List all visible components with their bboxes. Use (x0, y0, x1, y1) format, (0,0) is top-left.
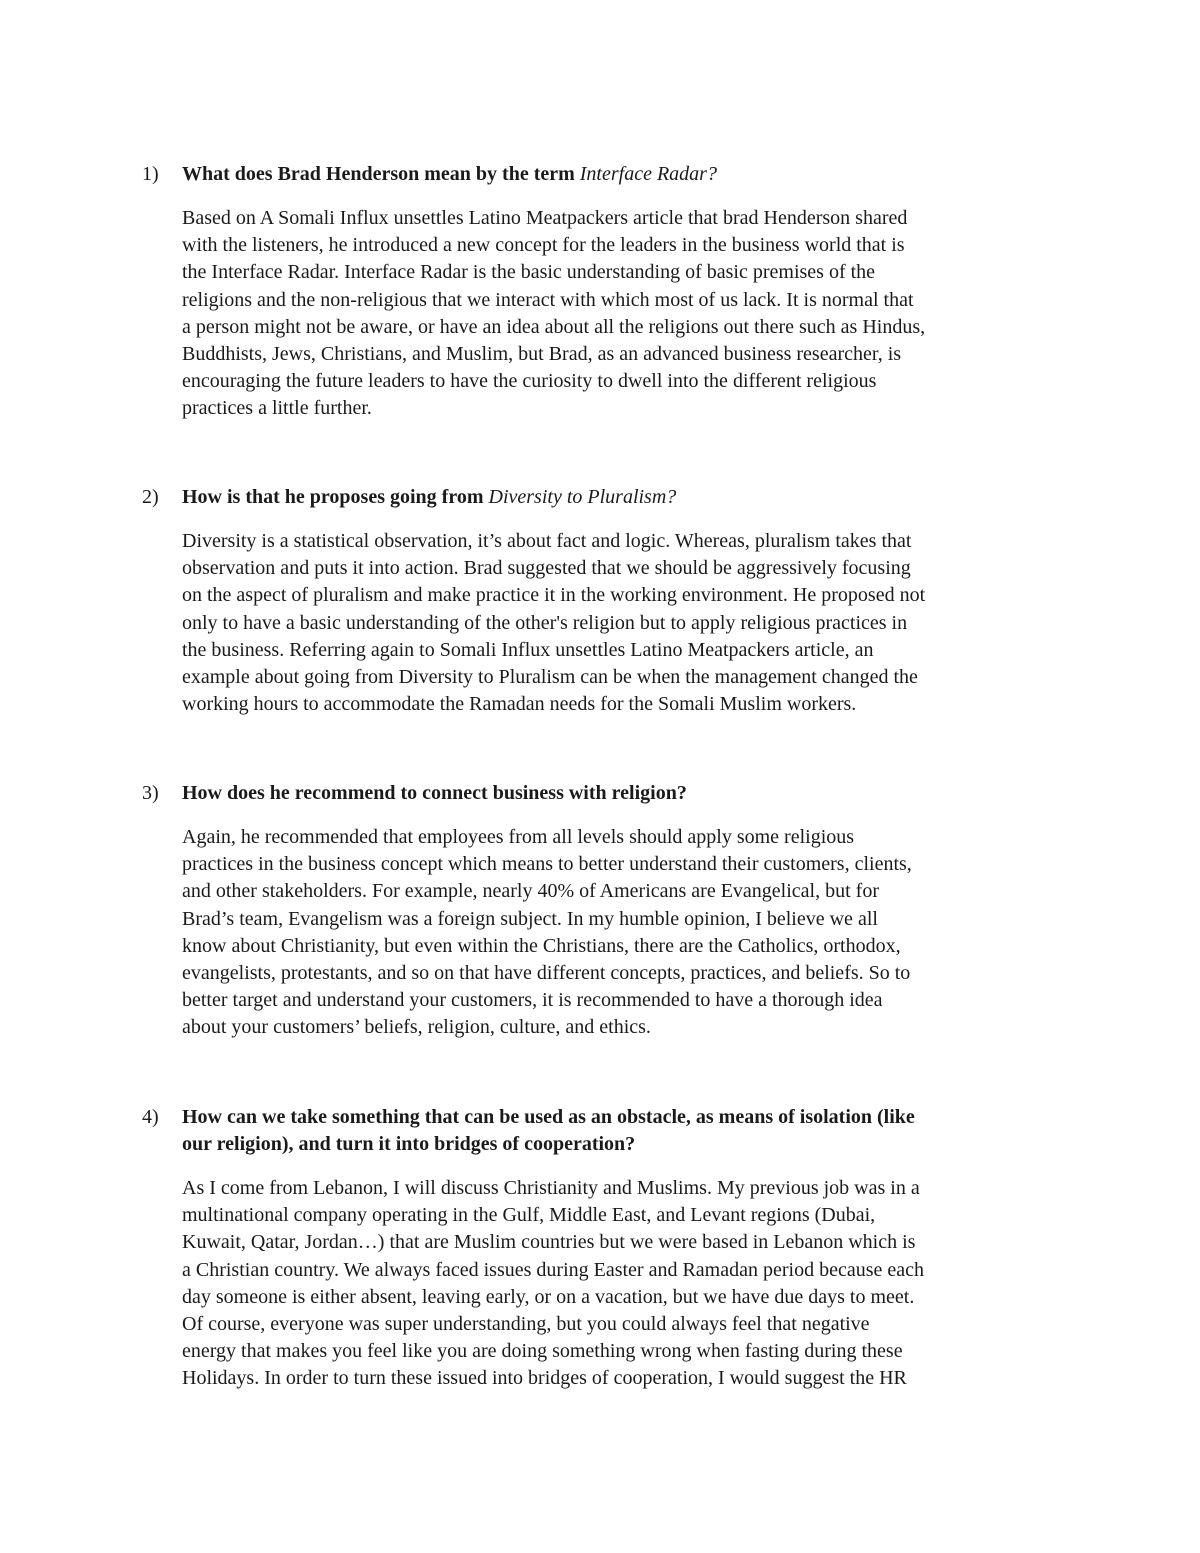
question-text (182, 1104, 1062, 1158)
question-heading (142, 161, 1062, 188)
answer-paragraph: As I come from Lebanon, I will discuss Christianity and Muslims. My previous job was in a multinational company operating in the Gulf, Middle East, and Levant regions (Dubai, Kuwait, Qatar, Jordan…) that are Muslim countries but we were based in Lebanon which is a Christian country. We always faced issues during Easter and Ramadan period because each day someone is either absent, leaving early, or on a vacation, but we have due days to meet. Of course, everyone was super understanding, but you could always feel that negative energy that makes you feel like you are doing something wrong when fasting during these Holidays. In order to turn these issued into bridges of cooperation, I would suggest the HR (182, 1177, 925, 1390)
question-3 (142, 780, 1062, 1042)
answer-paragraph: Based on A Somali Influx unsettles Latino Meatpackers article that brad Henderson shared with the listeners, he introduced a new concept for the leaders in the business world that is the Interface Radar. Interface Radar is the basic understanding of basic premises of the religions and the non-religious that we interact with which most of us lack. It is normal that a person might not be aware, or have an idea about all the religions out there such as Hindus, Buddhists, Jews, Christians, and Muslim, but Brad, as an advanced business researcher, is encouraging the future leaders to have the curiosity to dwell into the different religious practices a little further. (182, 207, 926, 420)
question-text (182, 780, 1062, 807)
question-number: 2) (142, 486, 159, 508)
question-text-italic: Diversity to Pluralism? (488, 486, 677, 508)
question-heading (142, 1104, 1062, 1158)
question-heading (142, 484, 1062, 511)
question-2 (142, 484, 1062, 718)
question-text-bold: How does he recommend to connect business with religion? (182, 782, 687, 804)
question-number: 3) (142, 782, 159, 804)
question-text-bold: How is that he proposes going from (182, 486, 489, 508)
question-text (182, 161, 1062, 188)
question-1 (142, 161, 1062, 423)
question-number: 1) (142, 163, 159, 185)
question-4 (142, 1104, 1062, 1393)
answer-paragraph: Again, he recommended that employees from all levels should apply some religious practices in the business concept which means to better understand their customers, clients, and other stakeholders. For example, nearly 40% of Americans are Evangelical, but for Brad’s team, Evangelism was a foreign subject. In my humble opinion, I believe we all know about Christianity, but even within the Christians, there are the Catholics, orthodox, evangelists, protestants, and so on that have different concepts, practices, and beliefs. So to better target and understand your customers, it is recommended to have a thorough idea about your customers’ beliefs, religion, culture, and ethics. (182, 826, 912, 1039)
question-text-bold: How can we take something that can be used as an obstacle, as means of isolation (like our religion), and turn it into bridges of cooperation? (182, 1106, 915, 1155)
question-number: 4) (142, 1106, 159, 1128)
question-heading (142, 780, 1062, 807)
question-text (182, 484, 1062, 511)
question-text-italic: Interface Radar? (579, 163, 717, 185)
question-text-bold: What does Brad Henderson mean by the term (182, 163, 580, 185)
answer-paragraph: Diversity is a statistical observation, it’s about fact and logic. Whereas, pluralism takes that observation and puts it into action. Brad suggested that we should be aggressively focusing on the aspect of pluralism and make practice it in the working environment. He proposed not only to have a basic understanding of the other's religion but to apply religious practices in the business. Referring again to Somali Influx unsettles Latino Meatpackers article, an example about going from Diversity to Pluralism can be when the management changed the working hours to accommodate the Ramadan needs for the Somali Muslim workers. (182, 530, 926, 716)
